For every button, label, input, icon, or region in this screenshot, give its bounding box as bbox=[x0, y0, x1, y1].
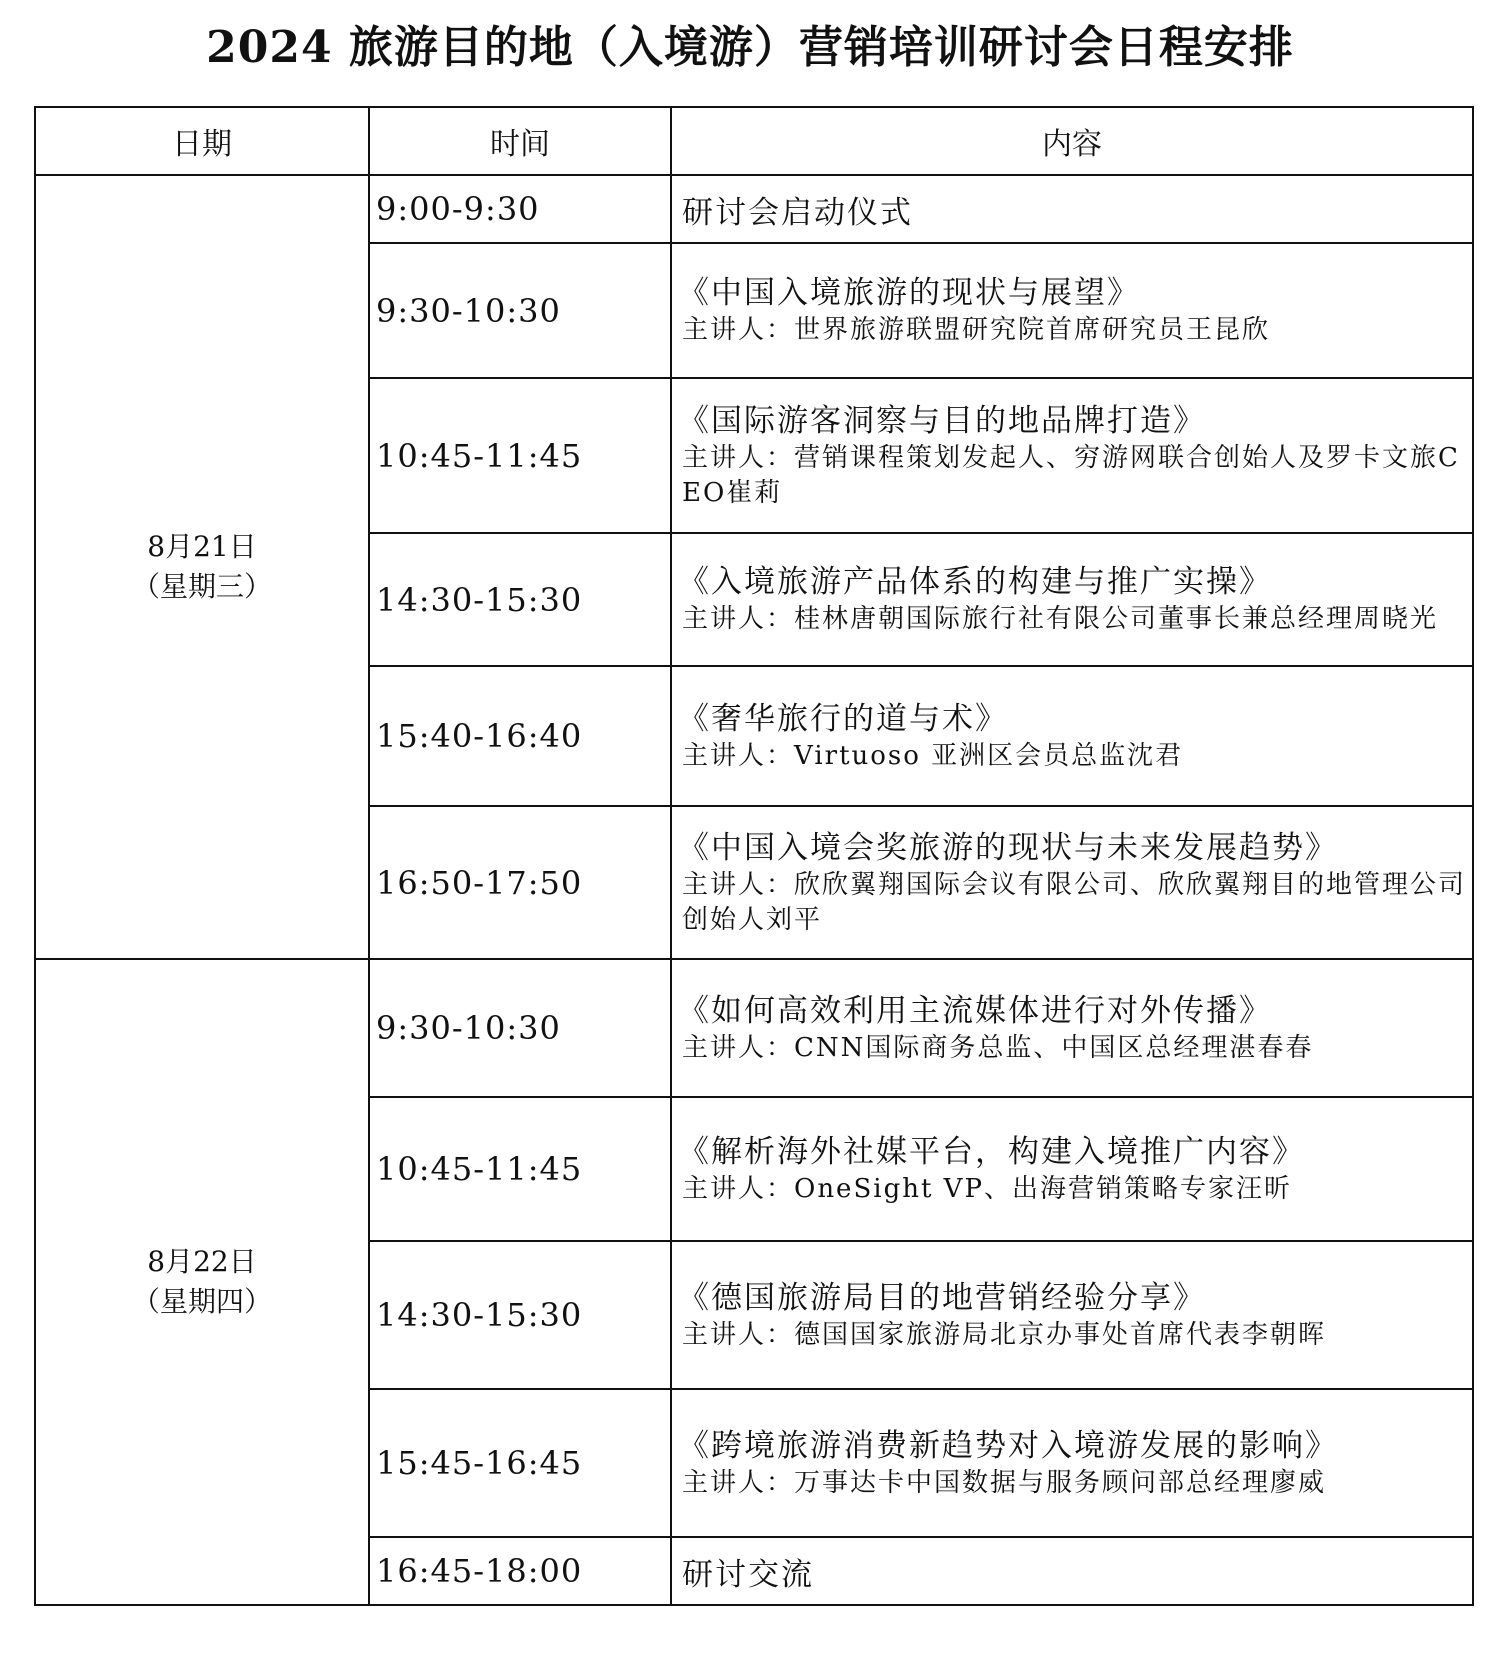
session-speaker: 主讲人：Virtuoso 亚洲区会员总监沈君 bbox=[682, 740, 1184, 771]
session-topic: 《如何高效利用主流媒体进行对外传播》 bbox=[678, 992, 1272, 1029]
content-cell bbox=[671, 806, 1473, 959]
session-speaker: 主讲人：欣欣翼翔国际会议有限公司、欣欣翼翔目的地管理公司创始人刘平 bbox=[682, 869, 1467, 935]
session-speaker: 主讲人：德国国家旅游局北京办事处首席代表李朝晖 bbox=[682, 1319, 1327, 1350]
time-cell: 10:45-11:45 bbox=[369, 378, 671, 533]
time-cell: 14:30-15:30 bbox=[369, 533, 671, 666]
time-cell: 9:00-9:30 bbox=[369, 175, 671, 243]
table-row bbox=[35, 175, 1473, 243]
content-cell bbox=[671, 378, 1473, 533]
table-row bbox=[35, 959, 1473, 1097]
weekday-label: （星期四） bbox=[131, 1285, 272, 1318]
content-cell bbox=[671, 666, 1473, 806]
date-cell bbox=[35, 175, 369, 959]
content-cell bbox=[671, 959, 1473, 1097]
session-topic: 《跨境旅游消费新趋势对入境游发展的影响》 bbox=[678, 1427, 1338, 1464]
session-text: 研讨交流 bbox=[682, 1556, 814, 1593]
session-speaker: 主讲人：CNN国际商务总监、中国区总经理湛春春 bbox=[682, 1032, 1314, 1063]
session-speaker: 主讲人：桂林唐朝国际旅行社有限公司董事长兼总经理周晓光 bbox=[682, 604, 1439, 634]
content-cell bbox=[671, 175, 1473, 243]
date-label: 8月21日 bbox=[147, 530, 257, 563]
session-topic: 《解析海外社媒平台，构建入境推广内容》 bbox=[678, 1133, 1305, 1170]
content-cell bbox=[671, 243, 1473, 378]
session-speaker: 主讲人：万事达卡中国数据与服务顾问部总经理廖威 bbox=[682, 1467, 1327, 1498]
schedule-table bbox=[34, 106, 1474, 1606]
header-time: 时间 bbox=[369, 107, 671, 175]
session-topic: 《入境旅游产品体系的构建与推广实操》 bbox=[678, 564, 1272, 600]
session-speaker: 主讲人：营销课程策划发起人、穷游网联合创始人及罗卡文旅CEO崔莉 bbox=[682, 442, 1460, 508]
time-cell: 15:40-16:40 bbox=[369, 666, 671, 806]
date-label: 8月22日 bbox=[147, 1245, 257, 1278]
page-title: 2024 旅游目的地（入境游）营销培训研讨会日程安排 bbox=[206, 22, 1294, 73]
time-cell: 9:30-10:30 bbox=[369, 959, 671, 1097]
content-cell bbox=[671, 1241, 1473, 1389]
header-date: 日期 bbox=[35, 107, 369, 175]
time-cell: 15:45-16:45 bbox=[369, 1389, 671, 1537]
session-topic: 《奢华旅行的道与术》 bbox=[678, 700, 1008, 737]
session-topic: 《国际游客洞察与目的地品牌打造》 bbox=[678, 402, 1206, 439]
header-content: 内容 bbox=[671, 107, 1473, 175]
session-text: 研讨会启动仪式 bbox=[682, 194, 913, 231]
table-header-row bbox=[35, 107, 1473, 175]
time-cell: 16:45-18:00 bbox=[369, 1537, 671, 1605]
session-topic: 《中国入境会奖旅游的现状与未来发展趋势》 bbox=[678, 829, 1338, 866]
session-speaker: 主讲人：OneSight VP、出海营销策略专家汪昕 bbox=[682, 1173, 1292, 1204]
session-topic: 《中国入境旅游的现状与展望》 bbox=[678, 275, 1140, 311]
time-cell: 16:50-17:50 bbox=[369, 806, 671, 959]
content-cell bbox=[671, 1537, 1473, 1605]
session-speaker: 主讲人：世界旅游联盟研究院首席研究员王昆欣 bbox=[682, 315, 1271, 345]
date-cell bbox=[35, 959, 369, 1605]
content-cell bbox=[671, 533, 1473, 666]
time-cell: 9:30-10:30 bbox=[369, 243, 671, 378]
content-cell bbox=[671, 1389, 1473, 1537]
content-cell bbox=[671, 1097, 1473, 1241]
weekday-label: （星期三） bbox=[131, 570, 272, 603]
time-cell: 10:45-11:45 bbox=[369, 1097, 671, 1241]
time-cell: 14:30-15:30 bbox=[369, 1241, 671, 1389]
session-topic: 《德国旅游局目的地营销经验分享》 bbox=[678, 1279, 1206, 1316]
